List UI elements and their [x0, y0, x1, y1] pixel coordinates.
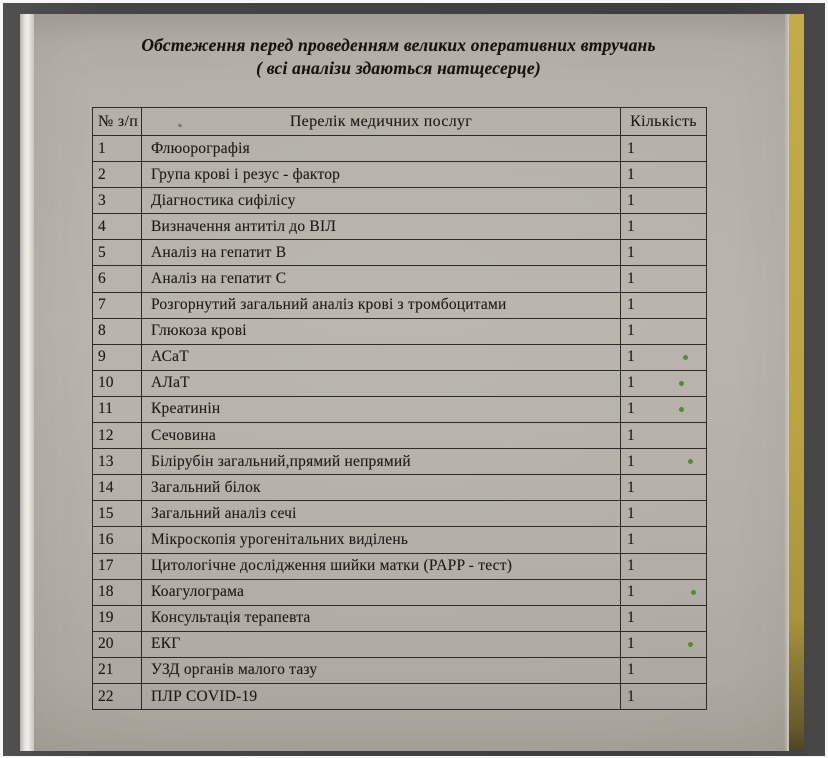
- quantity-value: 1: [621, 475, 707, 501]
- service-name: УЗД органів малого тазу: [142, 657, 621, 683]
- quantity-value: 1: [621, 396, 707, 422]
- row-number: 19: [93, 605, 142, 631]
- service-name: Сечовина: [142, 423, 621, 449]
- service-name: Білірубін загальний,прямий непрямий: [142, 449, 621, 475]
- table-row: [93, 579, 707, 605]
- row-number: 14: [93, 475, 142, 501]
- quantity-value: 1: [621, 527, 707, 553]
- table-row: [93, 475, 707, 501]
- table-row: [93, 292, 707, 318]
- row-number: 4: [93, 214, 142, 240]
- service-name: Цитологічне дослідження шийки матки (PAPP - тест): [142, 553, 621, 579]
- service-name: Загальний аналіз сечі: [142, 501, 621, 527]
- paper-left-edge: [20, 14, 34, 751]
- paper-sheet: [20, 14, 804, 751]
- quantity-value: 1: [621, 423, 707, 449]
- quantity-value: 1: [621, 553, 707, 579]
- quantity-value: 1: [621, 318, 707, 344]
- table-row: [93, 266, 707, 292]
- quantity-value: 1: [621, 162, 707, 188]
- quantity-value: 1: [621, 449, 707, 475]
- quantity-value: 1: [621, 292, 707, 318]
- row-number: 17: [93, 553, 142, 579]
- row-number: 13: [93, 449, 142, 475]
- service-name: Визначення антитіл до ВІЛ: [142, 214, 621, 240]
- row-number: 15: [93, 501, 142, 527]
- service-name: ЕКГ: [142, 631, 621, 657]
- title-line-2: ( всі аналізи здаються натщесерце): [256, 57, 541, 78]
- title-line-1: Обстеження перед проведенням великих оперативних втручань: [141, 35, 656, 55]
- row-number: 22: [93, 683, 142, 709]
- row-number: 1: [93, 136, 142, 162]
- quantity-value: 1: [621, 683, 707, 709]
- row-number: 21: [93, 657, 142, 683]
- quantity-value: 1: [621, 214, 707, 240]
- service-name: Діагностика сифілісу: [142, 188, 621, 214]
- row-number: 11: [93, 396, 142, 422]
- service-name: Креатинін: [142, 396, 621, 422]
- medical-services-table: [92, 107, 707, 710]
- quantity-value: 1: [621, 501, 707, 527]
- service-name: Група крові і резус - фактор: [142, 162, 621, 188]
- quantity-value: 1: [621, 188, 707, 214]
- table-row: [93, 605, 707, 631]
- table-row: [93, 553, 707, 579]
- table-row: [93, 370, 707, 396]
- green-pen-mark: [688, 642, 693, 647]
- service-name: Глюкоза крові: [142, 318, 621, 344]
- header-quantity: Кількість: [621, 108, 707, 136]
- row-number: 5: [93, 240, 142, 266]
- green-pen-mark: [683, 355, 688, 360]
- row-number: 2: [93, 162, 142, 188]
- green-pen-mark: [679, 407, 684, 412]
- header-service-list: Перелік медичних послуг: [142, 108, 621, 136]
- table-row: [93, 657, 707, 683]
- service-name: Флюорографія: [142, 136, 621, 162]
- quantity-value: 1: [621, 240, 707, 266]
- service-name: Загальний білок: [142, 475, 621, 501]
- table-row: [93, 683, 707, 709]
- row-number: 8: [93, 318, 142, 344]
- service-name: Мікроскопія урогенітальних виділень: [142, 527, 621, 553]
- row-number: 7: [93, 292, 142, 318]
- table-row: [93, 214, 707, 240]
- quantity-value: 1: [621, 631, 707, 657]
- quantity-value: 1: [621, 579, 707, 605]
- row-number: 6: [93, 266, 142, 292]
- quantity-value: 1: [621, 370, 707, 396]
- row-number: 16: [93, 527, 142, 553]
- row-number: 18: [93, 579, 142, 605]
- service-name: Коагулограма: [142, 579, 621, 605]
- header-number: № з/п: [93, 108, 142, 136]
- yellow-folder-strip: [789, 14, 804, 751]
- row-number: 20: [93, 631, 142, 657]
- table-row: [93, 162, 707, 188]
- table-row: [93, 396, 707, 422]
- service-name: Консультація терапевта: [142, 605, 621, 631]
- service-name: Розгорнутий загальний аналіз крові з тромбоцитами: [142, 292, 621, 318]
- table-row: [93, 344, 707, 370]
- table-row: [93, 136, 707, 162]
- quantity-value: 1: [621, 605, 707, 631]
- table-row: [93, 501, 707, 527]
- row-number: 3: [93, 188, 142, 214]
- table-row: [93, 423, 707, 449]
- table-row: [93, 188, 707, 214]
- service-name: ПЛР COVID-19: [142, 683, 621, 709]
- service-name: АСаТ: [142, 344, 621, 370]
- service-name: Аналіз на гепатит В: [142, 240, 621, 266]
- table-header-row: [93, 108, 707, 136]
- table-row: [93, 240, 707, 266]
- green-pen-mark: [679, 381, 684, 386]
- green-pen-mark: [688, 459, 693, 464]
- quantity-value: 1: [621, 657, 707, 683]
- photo-dark-frame: [3, 3, 825, 756]
- table-row: [93, 449, 707, 475]
- row-number: 9: [93, 344, 142, 370]
- document-title: [91, 34, 706, 79]
- quantity-value: 1: [621, 266, 707, 292]
- table-row: [93, 631, 707, 657]
- table-row: [93, 527, 707, 553]
- quantity-value: 1: [621, 344, 707, 370]
- row-number: 12: [93, 423, 142, 449]
- service-name: АЛаТ: [142, 370, 621, 396]
- table-row: [93, 318, 707, 344]
- row-number: 10: [93, 370, 142, 396]
- green-pen-mark: [691, 590, 696, 595]
- quantity-value: 1: [621, 136, 707, 162]
- service-name: Аналіз на гепатит С: [142, 266, 621, 292]
